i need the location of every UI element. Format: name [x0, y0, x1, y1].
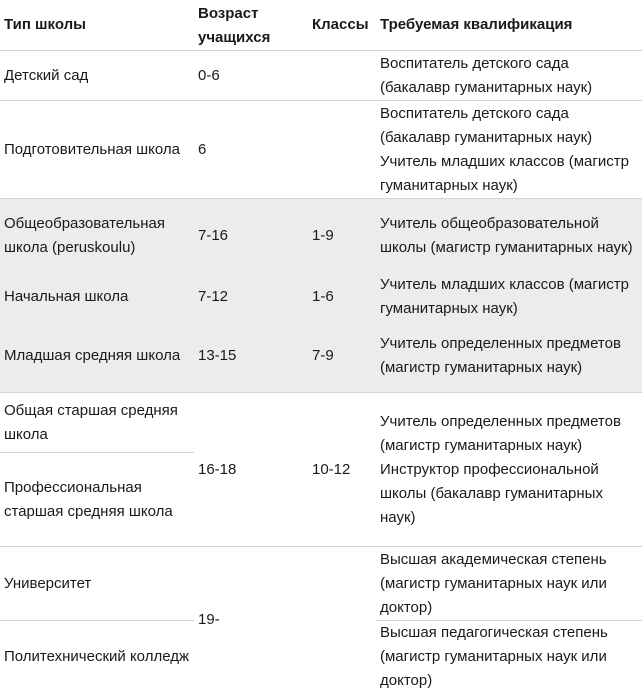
cell-age: 13-15 [194, 321, 308, 393]
cell-type: Подготовительная школа [0, 101, 194, 199]
qualification-line: Учитель определенных предметов (магистр гуманитарных наук) [380, 332, 638, 380]
cell-type: Университет [0, 547, 194, 621]
cell-age: 7-16 [194, 199, 308, 273]
header-grades: Классы [308, 0, 376, 51]
table-row-kindergarten [0, 51, 642, 101]
header-row [0, 0, 642, 51]
cell-qualification [376, 199, 642, 273]
cell-age: 0-6 [194, 51, 308, 101]
qualification-line: Инструктор профессиональной школы (бакалавр гуманитарных наук) [380, 458, 638, 530]
cell-type: Профессиональная старшая средняя школа [0, 453, 194, 547]
cell-qualification [376, 393, 642, 547]
cell-grades [308, 547, 376, 693]
cell-type: Начальная школа [0, 273, 194, 321]
qualification-line: Учитель младших классов (магистр гуманитарных наук) [380, 150, 638, 198]
cell-qualification [376, 101, 642, 199]
header-type: Тип школы [0, 0, 194, 51]
cell-type: Общеобразовательная школа (peruskoulu) [0, 199, 194, 273]
qualification-line: Воспитатель детского сада (бакалавр гуманитарных наук) [380, 52, 638, 100]
header-age: Возраст учащихся [194, 0, 308, 51]
cell-qualification [376, 321, 642, 393]
qualification-line: Воспитатель детского сада (бакалавр гуманитарных наук) [380, 102, 638, 150]
cell-age: 16-18 [194, 393, 308, 547]
cell-grades: 1-6 [308, 273, 376, 321]
table-row-primary [0, 273, 642, 321]
cell-grades: 7-9 [308, 321, 376, 393]
cell-type: Детский сад [0, 51, 194, 101]
cell-qualification [376, 547, 642, 621]
cell-grades [308, 51, 376, 101]
table-row-lower-secondary [0, 321, 642, 393]
table-row-preschool [0, 101, 642, 199]
cell-age: 7-12 [194, 273, 308, 321]
table-row-comprehensive [0, 199, 642, 273]
cell-qualification [376, 621, 642, 693]
cell-age: 6 [194, 101, 308, 199]
table-row-university [0, 547, 642, 621]
header-qualification: Требуемая квалификация [376, 0, 642, 51]
table-row-upper-secondary [0, 393, 642, 453]
cell-grades: 10-12 [308, 393, 376, 547]
cell-qualification [376, 51, 642, 101]
cell-type: Общая старшая средняя школа [0, 393, 194, 453]
cell-qualification [376, 273, 642, 321]
cell-age: 19- [194, 547, 308, 693]
cell-grades: 1-9 [308, 199, 376, 273]
qualification-line: Учитель определенных предметов (магистр гуманитарных наук) [380, 410, 638, 458]
qualification-line: Высшая педагогическая степень (магистр гуманитарных наук или доктор) [380, 621, 638, 693]
qualification-line: Учитель младших классов (магистр гуманитарных наук) [380, 273, 638, 321]
cell-type: Политехнический колледж [0, 621, 194, 693]
qualification-line: Высшая академическая степень (магистр гуманитарных наук или доктор) [380, 548, 638, 620]
qualification-line: Учитель общеобразовательной школы (магистр гуманитарных наук) [380, 212, 638, 260]
cell-grades [308, 101, 376, 199]
cell-type: Младшая средняя школа [0, 321, 194, 393]
